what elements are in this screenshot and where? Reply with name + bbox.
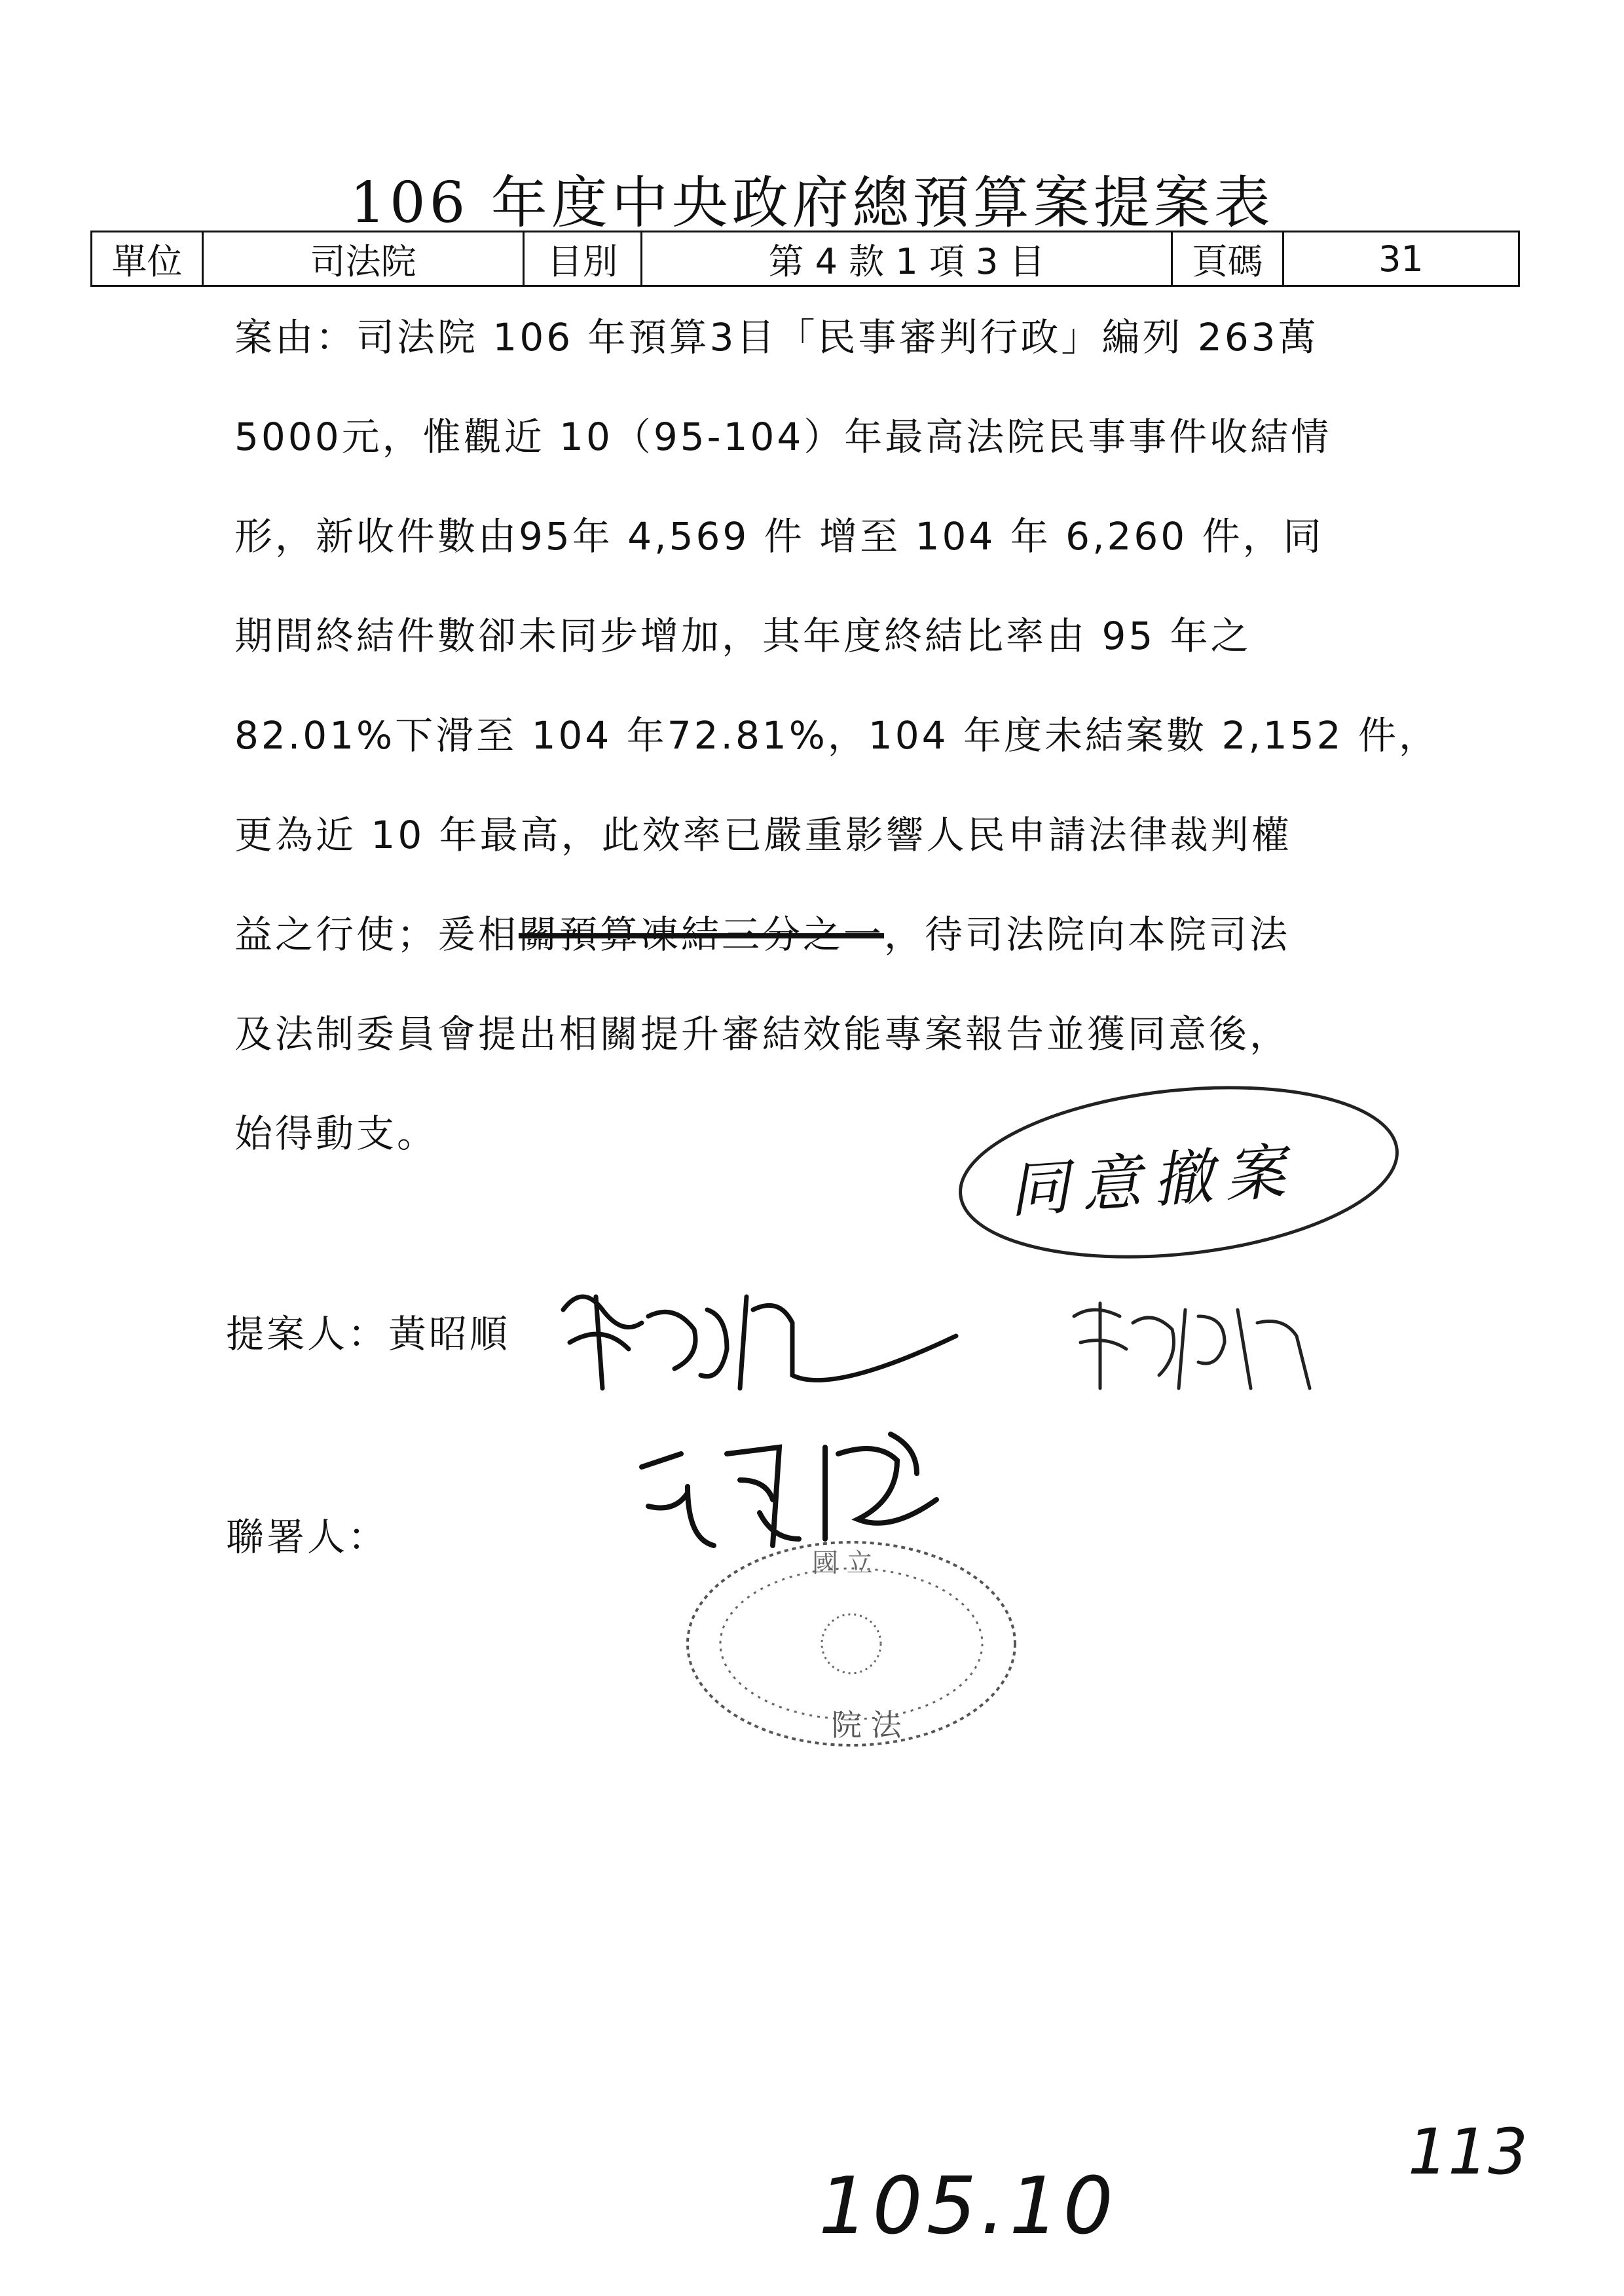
handwritten-page-number: 113 <box>1408 2115 1528 2189</box>
line7-prefix: 益之行使；爰相 <box>234 912 519 957</box>
body-line: 更為近 10 年最高，此效率已嚴重影響人民申請法律裁判權 <box>234 813 1292 857</box>
unit-value: 司法院 <box>203 232 524 286</box>
proposer-signature-2 <box>1061 1284 1349 1401</box>
approval-note: 同意撤案 <box>1006 1136 1299 1227</box>
header-table <box>90 231 1520 287</box>
struck-text: 關預算凍結三分之一 <box>519 912 885 957</box>
proposer-signature <box>550 1270 969 1401</box>
proposer-label: 提案人：黃昭順 <box>226 1312 511 1356</box>
cosigner-label: 聯署人： <box>226 1515 389 1559</box>
page-label: 頁碼 <box>1172 232 1283 286</box>
official-seal <box>681 1532 1022 1755</box>
body-line: 始得動支。 <box>234 1111 438 1156</box>
body-line: 形，新收件數由95年 4,569 件 增至 104 年 6,260 件，同 <box>234 514 1324 559</box>
body-line: 案由：司法院 106 年預算3目「民事審判行政」編列 263萬 <box>234 315 1319 360</box>
item-value: 第 4 款 1 項 3 目 <box>642 232 1172 286</box>
item-label: 目別 <box>524 232 642 286</box>
handwritten-date-mark: 105.10 <box>819 2161 1117 2252</box>
svg-text:國 立: 國 立 <box>812 1548 873 1578</box>
body-line-amended <box>234 898 1400 998</box>
body-line: 及法制委員會提出相關提升審結效能專案報告並獲同意後， <box>234 1012 1291 1056</box>
unit-label: 單位 <box>92 232 203 286</box>
body-line: 82.01%下滑至 104 年72.81%，104 年度未結案數 2,152 件， <box>234 713 1439 758</box>
line7-suffix: ，待司法院向本院司法 <box>884 912 1291 957</box>
page-value: 31 <box>1283 232 1519 286</box>
body-line: 期間終結件數卻未同步增加，其年度終結比率由 95 年之 <box>234 614 1251 658</box>
body-line: 5000元，惟觀近 10（95-104）年最高法院民事事件收結情 <box>234 415 1332 459</box>
page-title: 106 年度中央政府總預算案提案表 <box>350 170 1274 236</box>
svg-text:院 法: 院 法 <box>832 1707 902 1743</box>
